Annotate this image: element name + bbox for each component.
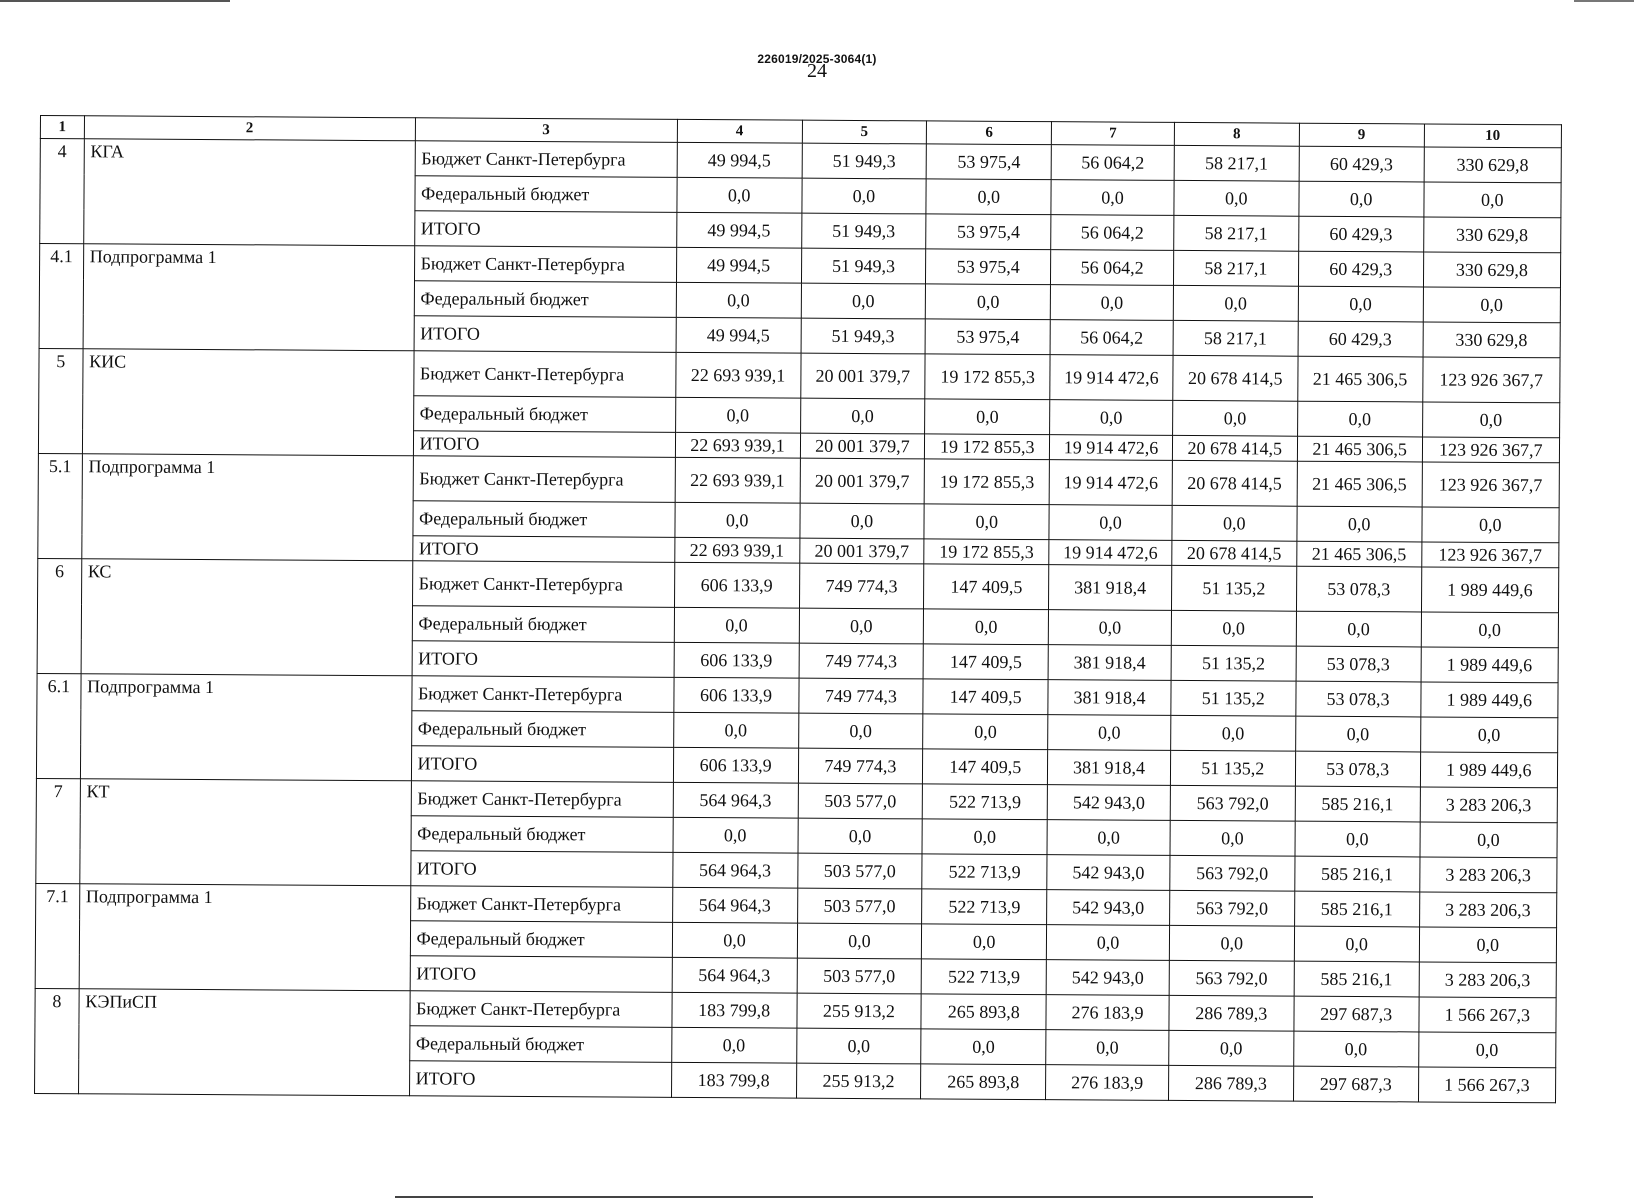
amount-cell: 276 183,9 — [1046, 1065, 1169, 1101]
amount-cell: 585 216,1 — [1294, 961, 1419, 997]
amount-cell: 19 172 855,3 — [925, 354, 1050, 400]
amount-cell: 51 949,3 — [802, 143, 927, 179]
funding-source: ИТОГО — [409, 1061, 671, 1098]
amount-cell: 183 799,8 — [671, 1062, 796, 1098]
scan-border-top-right — [1574, 0, 1634, 2]
amount-cell: 20 001 379,7 — [800, 458, 925, 504]
funding-source: Бюджет Санкт-Петербурга — [411, 676, 673, 713]
amount-cell: 0,0 — [922, 924, 1047, 960]
amount-cell: 22 693 939,1 — [675, 432, 800, 458]
amount-cell: 564 964,3 — [672, 887, 797, 923]
row-number: 6 — [37, 558, 81, 673]
amount-cell: 749 774,3 — [798, 678, 923, 714]
amount-cell: 564 964,3 — [673, 782, 798, 818]
column-header: 9 — [1299, 123, 1424, 147]
amount-cell: 53 975,4 — [926, 214, 1051, 250]
amount-cell: 1 566 267,3 — [1418, 1067, 1556, 1103]
funding-source: Федеральный бюджет — [410, 921, 672, 958]
responsible-name: КГА — [83, 139, 414, 246]
amount-cell: 749 774,3 — [799, 563, 924, 609]
funding-source: Бюджет Санкт-Петербурга — [414, 246, 676, 283]
funding-source: ИТОГО — [414, 211, 676, 248]
amount-cell: 0,0 — [1294, 926, 1419, 962]
amount-cell: 330 629,8 — [1424, 147, 1562, 183]
funding-source: ИТОГО — [414, 316, 676, 353]
amount-cell: 563 792,0 — [1170, 855, 1295, 891]
amount-cell: 330 629,8 — [1423, 252, 1561, 288]
amount-cell: 0,0 — [672, 922, 797, 958]
amount-cell: 19 914 472,6 — [1050, 355, 1173, 401]
budget-table — [34, 115, 1562, 1103]
amount-cell: 0,0 — [1298, 286, 1423, 322]
funding-source: ИТОГО — [412, 641, 674, 678]
amount-cell: 60 429,3 — [1298, 216, 1423, 252]
amount-cell: 19 172 855,3 — [924, 459, 1049, 505]
amount-cell: 3 283 206,3 — [1419, 962, 1557, 998]
amount-cell: 51 135,2 — [1171, 565, 1296, 611]
amount-cell: 53 078,3 — [1295, 751, 1420, 787]
amount-cell: 20 678 414,5 — [1172, 540, 1297, 566]
amount-cell: 20 001 379,7 — [800, 353, 925, 399]
row-number: 8 — [35, 988, 79, 1093]
responsible-name: Подпрограмма 1 — [80, 674, 411, 781]
amount-cell: 0,0 — [1422, 402, 1560, 438]
amount-cell: 0,0 — [1293, 1031, 1418, 1067]
amount-cell: 0,0 — [1418, 1032, 1556, 1068]
funding-source: Федеральный бюджет — [409, 1026, 671, 1063]
amount-cell: 53 975,4 — [925, 319, 1050, 355]
funding-source: Федеральный бюджет — [412, 606, 674, 643]
amount-cell: 522 713,9 — [922, 854, 1047, 890]
row-number: 4 — [40, 139, 84, 244]
amount-cell: 0,0 — [1297, 506, 1422, 542]
amount-cell: 147 409,5 — [923, 679, 1048, 715]
amount-cell: 255 913,2 — [796, 1063, 921, 1099]
amount-cell: 542 943,0 — [1047, 855, 1170, 891]
column-header: 8 — [1174, 122, 1299, 146]
amount-cell: 56 064,2 — [1050, 320, 1173, 356]
amount-cell: 53 078,3 — [1296, 646, 1421, 682]
amount-cell: 0,0 — [676, 282, 801, 318]
funding-source: Федеральный бюджет — [414, 281, 676, 318]
amount-cell: 585 216,1 — [1294, 891, 1419, 927]
amount-cell: 503 577,0 — [797, 958, 922, 994]
amount-cell: 0,0 — [671, 1027, 796, 1063]
funding-source: Федеральный бюджет — [411, 711, 673, 748]
amount-cell: 49 994,5 — [677, 142, 802, 178]
amount-cell: 0,0 — [1172, 400, 1297, 436]
amount-cell: 51 949,3 — [801, 318, 926, 354]
responsible-name: Подпрограмма 1 — [81, 454, 412, 561]
amount-cell: 276 183,9 — [1046, 995, 1169, 1031]
amount-cell: 0,0 — [799, 608, 924, 644]
amount-cell: 0,0 — [924, 609, 1049, 645]
amount-cell: 330 629,8 — [1423, 217, 1561, 253]
column-header: 10 — [1424, 124, 1562, 148]
amount-cell: 1 989 449,6 — [1421, 567, 1559, 613]
amount-cell: 56 064,2 — [1051, 250, 1174, 286]
funding-source: Бюджет Санкт-Петербурга — [413, 351, 675, 398]
document-stamp: 226019/2025-3064(1) — [757, 52, 877, 66]
amount-cell: 0,0 — [798, 713, 923, 749]
amount-cell: 522 713,9 — [921, 959, 1046, 995]
row-number: 7 — [36, 778, 80, 883]
funding-source: Бюджет Санкт-Петербурга — [409, 991, 671, 1028]
funding-source: Федеральный бюджет — [414, 176, 676, 213]
amount-cell: 51 135,2 — [1171, 680, 1296, 716]
amount-cell: 0,0 — [1047, 925, 1170, 961]
table-row — [38, 558, 1559, 612]
amount-cell: 51 949,3 — [801, 213, 926, 249]
amount-cell: 53 975,4 — [926, 144, 1051, 180]
amount-cell: 606 133,9 — [674, 677, 799, 713]
responsible-name: Подпрограмма 1 — [83, 244, 414, 351]
amount-cell: 503 577,0 — [798, 783, 923, 819]
amount-cell: 0,0 — [1171, 715, 1296, 751]
amount-cell: 19 914 472,6 — [1049, 460, 1172, 506]
row-number: 7.1 — [35, 883, 79, 988]
amount-cell: 53 078,3 — [1296, 566, 1421, 612]
column-header: 1 — [40, 116, 84, 139]
amount-cell: 0,0 — [1296, 611, 1421, 647]
amount-cell: 286 789,3 — [1169, 995, 1294, 1031]
amount-cell: 0,0 — [1048, 715, 1171, 751]
amount-cell: 381 918,4 — [1049, 565, 1172, 611]
amount-cell: 0,0 — [1170, 820, 1295, 856]
amount-cell: 20 678 414,5 — [1173, 355, 1298, 401]
amount-cell: 21 465 306,5 — [1298, 356, 1423, 402]
amount-cell: 606 133,9 — [674, 562, 799, 608]
amount-cell: 542 943,0 — [1047, 890, 1170, 926]
scan-border-top-left — [0, 0, 230, 2]
amount-cell: 19 172 855,3 — [925, 434, 1050, 460]
amount-cell: 1 989 449,6 — [1420, 682, 1558, 718]
amount-cell: 49 994,5 — [676, 212, 801, 248]
amount-cell: 0,0 — [926, 179, 1051, 215]
amount-cell: 49 994,5 — [676, 247, 801, 283]
amount-cell: 0,0 — [1174, 180, 1299, 216]
funding-source: Бюджет Санкт-Петербурга — [415, 141, 677, 178]
amount-cell: 0,0 — [1419, 927, 1557, 963]
amount-cell: 0,0 — [675, 502, 800, 538]
amount-cell: 51 135,2 — [1170, 750, 1295, 786]
funding-source: Федеральный бюджет — [413, 396, 675, 433]
amount-cell: 0,0 — [801, 178, 926, 214]
amount-cell: 0,0 — [800, 398, 925, 434]
amount-cell: 563 792,0 — [1169, 890, 1294, 926]
amount-cell: 563 792,0 — [1170, 785, 1295, 821]
amount-cell: 20 001 379,7 — [799, 538, 924, 564]
amount-cell: 564 964,3 — [672, 957, 797, 993]
amount-cell: 606 133,9 — [674, 642, 799, 678]
amount-cell: 49 994,5 — [676, 317, 801, 353]
amount-cell: 3 283 206,3 — [1420, 787, 1558, 823]
amount-cell: 60 429,3 — [1298, 321, 1423, 357]
funding-source: ИТОГО — [410, 851, 672, 888]
amount-cell: 1 989 449,6 — [1421, 647, 1559, 683]
amount-cell: 265 893,8 — [921, 994, 1046, 1030]
amount-cell: 123 926 367,7 — [1422, 462, 1560, 508]
amount-cell: 606 133,9 — [673, 747, 798, 783]
column-header: 7 — [1051, 122, 1174, 146]
amount-cell: 0,0 — [926, 284, 1051, 320]
responsible-name: Подпрограмма 1 — [79, 884, 410, 991]
funding-source: Федеральный бюджет — [412, 501, 674, 538]
amount-cell: 0,0 — [1173, 285, 1298, 321]
row-number: 5 — [38, 348, 82, 453]
amount-cell: 522 713,9 — [923, 784, 1048, 820]
amount-cell: 0,0 — [1046, 1030, 1169, 1066]
amount-cell: 0,0 — [1048, 610, 1171, 646]
amount-cell: 0,0 — [925, 399, 1050, 435]
funding-source: Бюджет Санкт-Петербурга — [413, 456, 675, 503]
amount-cell: 123 926 367,7 — [1422, 357, 1560, 403]
budget-table-wrapper — [34, 115, 1562, 1103]
column-header: 5 — [802, 120, 927, 144]
amount-cell: 51 949,3 — [801, 248, 926, 284]
amount-cell: 3 283 206,3 — [1419, 892, 1557, 928]
amount-cell: 56 064,2 — [1051, 145, 1174, 181]
amount-cell: 563 792,0 — [1169, 960, 1294, 996]
funding-source: ИТОГО — [413, 431, 675, 458]
amount-cell: 147 409,5 — [924, 564, 1049, 610]
amount-cell: 265 893,8 — [921, 1064, 1046, 1100]
amount-cell: 60 429,3 — [1298, 251, 1423, 287]
amount-cell: 0,0 — [673, 712, 798, 748]
amount-cell: 53 975,4 — [926, 249, 1051, 285]
page-number: 24 — [807, 60, 827, 82]
amount-cell: 381 918,4 — [1048, 680, 1171, 716]
amount-cell: 0,0 — [798, 818, 923, 854]
amount-cell: 0,0 — [924, 504, 1049, 540]
amount-cell: 0,0 — [1420, 717, 1558, 753]
amount-cell: 542 943,0 — [1046, 960, 1169, 996]
amount-cell: 255 913,2 — [796, 993, 921, 1029]
funding-source: Федеральный бюджет — [411, 816, 673, 853]
amount-cell: 0,0 — [1295, 716, 1420, 752]
amount-cell: 749 774,3 — [798, 748, 923, 784]
amount-cell: 0,0 — [1172, 505, 1297, 541]
row-number: 5.1 — [38, 453, 82, 558]
row-number: 4.1 — [39, 244, 83, 349]
column-header: 4 — [677, 119, 802, 143]
table-row — [39, 348, 1560, 402]
scan-border-bottom — [395, 1196, 1313, 1198]
amount-cell: 0,0 — [1423, 287, 1561, 323]
amount-cell: 147 409,5 — [923, 749, 1048, 785]
responsible-name: КТ — [79, 779, 410, 886]
funding-source: Бюджет Санкт-Петербурга — [410, 886, 672, 923]
amount-cell: 0,0 — [801, 283, 926, 319]
responsible-name: КС — [81, 559, 413, 676]
amount-cell: 19 914 472,6 — [1049, 540, 1172, 566]
amount-cell: 1 566 267,3 — [1418, 997, 1556, 1033]
amount-cell: 58 217,1 — [1174, 215, 1299, 251]
funding-source: ИТОГО — [412, 536, 674, 563]
amount-cell: 0,0 — [1171, 610, 1296, 646]
amount-cell: 53 078,3 — [1296, 681, 1421, 717]
amount-cell: 0,0 — [1169, 925, 1294, 961]
amount-cell: 564 964,3 — [672, 852, 797, 888]
amount-cell: 22 693 939,1 — [675, 352, 800, 398]
amount-cell: 1 989 449,6 — [1420, 752, 1558, 788]
amount-cell: 60 429,3 — [1299, 146, 1424, 182]
amount-cell: 0,0 — [1423, 182, 1561, 218]
responsible-name: КИС — [82, 349, 413, 456]
amount-cell: 0,0 — [796, 1028, 921, 1064]
amount-cell: 20 001 379,7 — [800, 433, 925, 459]
amount-cell: 0,0 — [1051, 180, 1174, 216]
amount-cell: 585 216,1 — [1295, 856, 1420, 892]
amount-cell: 20 678 414,5 — [1172, 435, 1297, 461]
responsible-name: КЭПиСП — [78, 989, 409, 1096]
amount-cell: 22 693 939,1 — [674, 537, 799, 563]
amount-cell: 381 918,4 — [1048, 750, 1171, 786]
amount-cell: 20 678 414,5 — [1172, 460, 1297, 506]
amount-cell: 0,0 — [674, 607, 799, 643]
amount-cell: 381 918,4 — [1048, 645, 1171, 681]
funding-source: ИТОГО — [411, 746, 673, 783]
amount-cell: 123 926 367,7 — [1421, 542, 1559, 568]
amount-cell: 147 409,5 — [923, 644, 1048, 680]
amount-cell: 0,0 — [1050, 400, 1173, 436]
amount-cell: 58 217,1 — [1173, 320, 1298, 356]
amount-cell: 3 283 206,3 — [1419, 857, 1557, 893]
amount-cell: 21 465 306,5 — [1297, 541, 1422, 567]
amount-cell: 0,0 — [1421, 507, 1559, 543]
amount-cell: 0,0 — [921, 1029, 1046, 1065]
funding-source: Бюджет Санкт-Петербурга — [411, 781, 673, 818]
amount-cell: 0,0 — [675, 397, 800, 433]
amount-cell: 542 943,0 — [1047, 785, 1170, 821]
amount-cell: 0,0 — [673, 817, 798, 853]
amount-cell: 0,0 — [1297, 401, 1422, 437]
column-header: 6 — [927, 121, 1052, 145]
column-header: 3 — [415, 118, 677, 143]
amount-cell: 19 914 472,6 — [1050, 435, 1173, 461]
amount-cell: 286 789,3 — [1168, 1065, 1293, 1101]
amount-cell: 297 687,3 — [1294, 996, 1419, 1032]
table-row — [38, 453, 1559, 507]
column-header: 2 — [84, 116, 415, 141]
amount-cell: 749 774,3 — [799, 643, 924, 679]
amount-cell: 0,0 — [1295, 821, 1420, 857]
amount-cell: 297 687,3 — [1293, 1066, 1418, 1102]
amount-cell: 0,0 — [799, 503, 924, 539]
amount-cell: 522 713,9 — [922, 889, 1047, 925]
amount-cell: 330 629,8 — [1423, 322, 1561, 358]
amount-cell: 0,0 — [1050, 285, 1173, 321]
funding-source: Бюджет Санкт-Петербурга — [412, 561, 674, 608]
amount-cell: 51 135,2 — [1171, 645, 1296, 681]
amount-cell: 503 577,0 — [797, 888, 922, 924]
amount-cell: 0,0 — [1420, 822, 1558, 858]
amount-cell: 0,0 — [1047, 820, 1170, 856]
amount-cell: 585 216,1 — [1295, 786, 1420, 822]
amount-cell: 22 693 939,1 — [675, 457, 800, 503]
row-number: 6.1 — [36, 673, 80, 778]
amount-cell: 0,0 — [923, 714, 1048, 750]
amount-cell: 56 064,2 — [1051, 215, 1174, 251]
amount-cell: 183 799,8 — [672, 992, 797, 1028]
amount-cell: 0,0 — [1299, 181, 1424, 217]
amount-cell: 123 926 367,7 — [1422, 437, 1560, 463]
funding-source: ИТОГО — [410, 956, 672, 993]
amount-cell: 0,0 — [1169, 1030, 1294, 1066]
amount-cell: 0,0 — [1421, 612, 1559, 648]
amount-cell: 0,0 — [797, 923, 922, 959]
amount-cell: 0,0 — [922, 819, 1047, 855]
amount-cell: 58 217,1 — [1174, 145, 1299, 181]
amount-cell: 503 577,0 — [797, 853, 922, 889]
amount-cell: 21 465 306,5 — [1297, 461, 1422, 507]
amount-cell: 19 172 855,3 — [924, 539, 1049, 565]
amount-cell: 21 465 306,5 — [1297, 436, 1422, 462]
amount-cell: 58 217,1 — [1173, 250, 1298, 286]
amount-cell: 0,0 — [1049, 505, 1172, 541]
amount-cell: 0,0 — [677, 177, 802, 213]
